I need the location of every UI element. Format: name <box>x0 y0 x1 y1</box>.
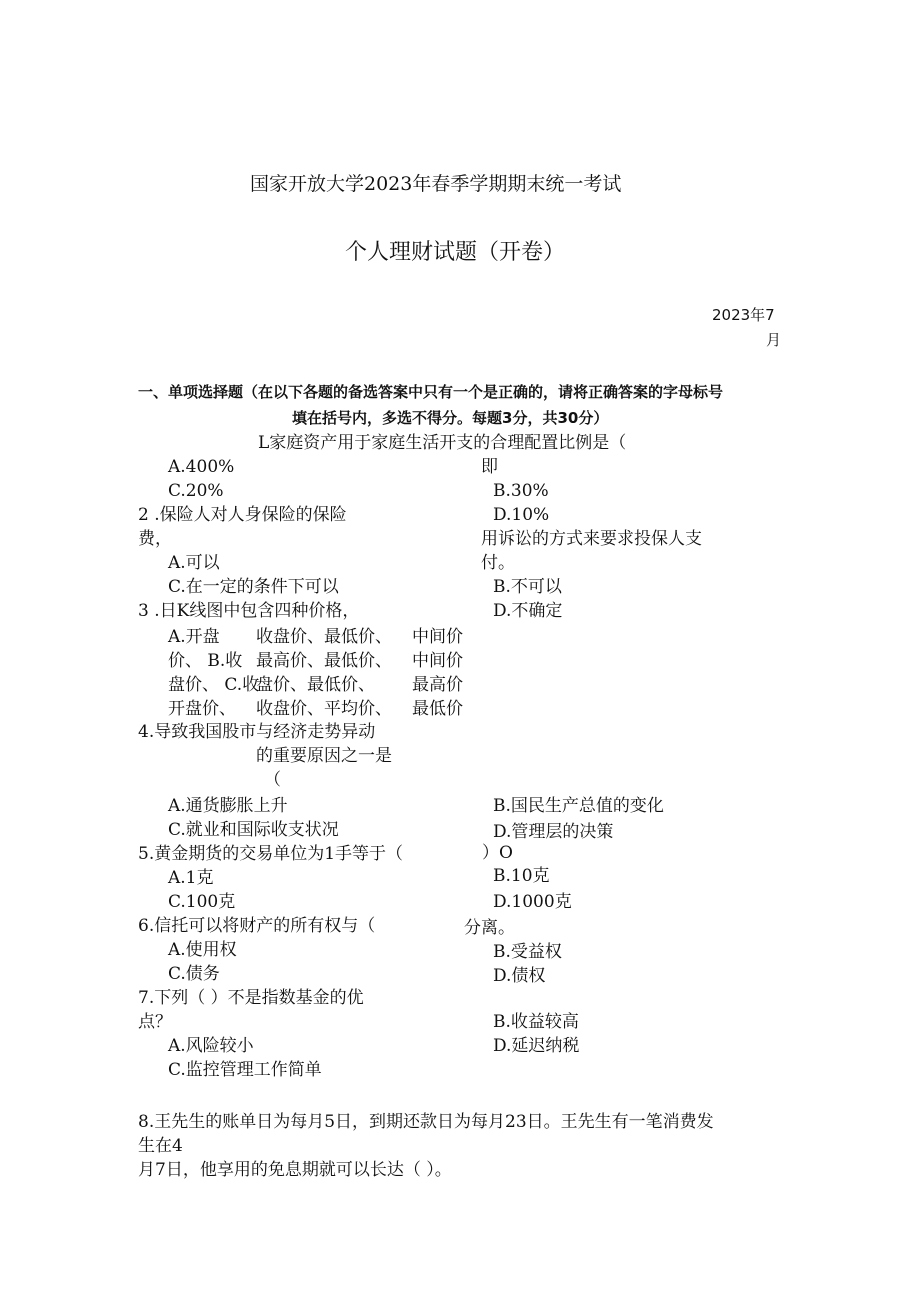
q3-row1-mid: 收盘价、最低价、 <box>256 627 392 647</box>
q5-option-a: A.1克 <box>168 868 214 888</box>
q4-option-b: B.国民生产总值的变化 <box>493 796 664 816</box>
q7-stem-line1: 7.下列（ ）不是指数基金的优 <box>138 988 364 1008</box>
exam-date-year-month: 2023年7 <box>712 306 775 324</box>
q3-row3-right: 最高价 <box>412 675 463 695</box>
q1-option-d: D.10% <box>493 505 550 525</box>
q3-row2-right: 中间价 <box>412 651 463 671</box>
exam-title: 国家开放大学2023年春季学期期末统一考试 <box>250 173 622 195</box>
q7-option-b: B.收益较高 <box>493 1012 579 1032</box>
q3-stem: 3 .日K线图中包含四种价格， <box>138 601 360 621</box>
q2-stem-right1: 用诉讼的方式来要求投保人支 <box>481 529 702 549</box>
q3-row2-left: 价、 B.收 <box>168 651 243 671</box>
q6-option-d: D.债权 <box>493 966 546 986</box>
q8-stem-line2: 生在4 <box>138 1136 183 1156</box>
exam-date-month-suffix: 月 <box>766 331 782 349</box>
q8-stem-line1: 8.王先生的账单日为每月5日，到期还款日为每月23日。王先生有一笔消费发 <box>138 1112 714 1132</box>
q8-stem-line3: 月7日，他享用的免息期就可以长达（ ）。 <box>138 1160 452 1180</box>
q1-option-b: B.30% <box>493 481 549 501</box>
q2-option-a: A.可以 <box>168 553 220 573</box>
q3-row3-left: 盘价、 C.收 <box>168 675 260 695</box>
q7-option-c: C.监控管理工作简单 <box>168 1060 322 1080</box>
q4-stem-line2: 的重要原因之一是 <box>256 746 392 766</box>
q2-stem-line2: 费， <box>138 529 172 549</box>
q3-row4-right: 最低价 <box>412 699 463 719</box>
q5-option-c: C.100克 <box>168 892 236 912</box>
q6-option-a: A.使用权 <box>168 940 237 960</box>
q5-stem-tail: ）O <box>482 843 513 863</box>
q2-stem-right2: 付。 <box>481 553 515 573</box>
q3-row1-left: A.开盘 <box>168 627 220 647</box>
q4-stem-line1: 4.导致我国股市与经济走势异动 <box>138 722 376 742</box>
q2-option-d: D.不确定 <box>493 601 563 621</box>
q7-stem-line2: 点？ <box>138 1012 172 1032</box>
q5-option-b: B.10克 <box>493 866 550 886</box>
q1-option-c: C.20% <box>168 481 224 501</box>
q4-option-c: C.就业和国际收支状况 <box>168 820 339 840</box>
q1-stem: L家庭资产用于家庭生活开支的合理配置比例是（ <box>258 433 627 453</box>
section1-instructions-line2: 填在括号内，多选不得分。每题3分，共30分） <box>292 409 609 427</box>
q6-stem: 6.信托可以将财产的所有权与（ <box>138 916 376 936</box>
q4-option-d: D.管理层的决策 <box>493 822 614 842</box>
q3-row2-mid: 最高价、最低价、 <box>256 651 392 671</box>
q3-row1-right: 中间价 <box>412 627 463 647</box>
q4-option-a: A.通货膨胀上升 <box>168 796 288 816</box>
q2-stem-line1: 2 .保险人对人身保险的保险 <box>138 505 347 525</box>
q6-stem-tail: 分离。 <box>464 918 515 938</box>
paper-title: 个人理财试题（开卷） <box>345 240 566 265</box>
q5-stem: 5.黄金期货的交易单位为1手等于（ <box>138 844 404 864</box>
q2-option-b: B.不可以 <box>493 577 562 597</box>
q3-row4-mid: 收盘价、平均价、 <box>256 699 392 719</box>
section1-instructions-line1: 一、单项选择题（在以下各题的备选答案中只有一个是正确的，请将正确答案的字母标号 <box>138 383 724 401</box>
q7-option-d: D.延迟纳税 <box>493 1036 580 1056</box>
q1-option-a: A.400% <box>168 457 235 477</box>
q7-option-a: A.风险较小 <box>168 1036 254 1056</box>
q6-option-b: B.受益权 <box>493 942 562 962</box>
q3-row3-mid: 盘价、最低价、 <box>256 675 375 695</box>
q2-option-c: C.在一定的条件下可以 <box>168 577 339 597</box>
q6-option-c: C.债务 <box>168 964 220 984</box>
q3-row4-left: 开盘价、 <box>168 699 236 719</box>
q1-stem-tail: 即 <box>481 457 498 477</box>
q4-stem-paren: （ <box>264 770 281 790</box>
q5-option-d: D.1000克 <box>493 892 572 912</box>
